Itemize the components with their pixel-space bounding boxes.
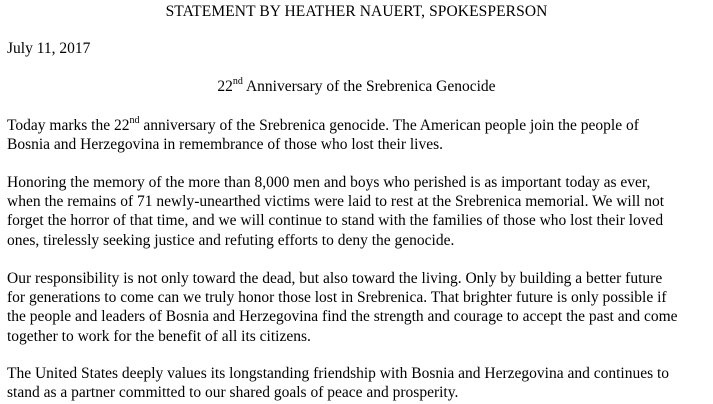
paragraph-3	[7, 269, 707, 346]
line-text-after: anniversary of the Srebrenica genocide. The American people join the people of	[139, 117, 639, 134]
paragraph-line: for generations to come can we truly honor those lost in Srebrenica. That brighter future is only possible if	[7, 289, 667, 307]
paragraph-line: Our responsibility is not only toward the dead, but also toward the living. Only by building a better future	[7, 270, 663, 287]
paragraph-line: The United States deeply values its longstanding friendship with Bosnia and Herzegovina and continues to	[7, 365, 670, 382]
paragraph-4	[7, 364, 707, 402]
paragraph-line	[7, 116, 707, 135]
subject-ordinal-suffix: nd	[232, 75, 243, 87]
paragraph-line: together to work for the benefit of all its citizens.	[7, 327, 311, 345]
subject-ordinal-number: 22	[217, 78, 233, 95]
paragraph-line: stand as a partner committed to our shared goals of peace and prosperity.	[7, 384, 459, 402]
document-header-title: STATEMENT BY HEATHER NAUERT, SPOKESPERSON	[165, 3, 548, 20]
ordinal-suffix: nd	[129, 114, 140, 126]
paragraph-line: the people and leaders of Bosnia and Herzegovina find the strength and courage to accept the past and come	[7, 308, 678, 326]
paragraph-2	[7, 173, 707, 250]
paragraph-line: ones, tirelessly seeking justice and refuting efforts to deny the genocide.	[7, 231, 455, 249]
subject-title-text: Anniversary of the Srebrenica Genocide	[242, 78, 496, 95]
paragraph-line: when the remains of 71 newly-unearthed victims were laid to rest at the Srebrenica memorial. We will not	[7, 193, 665, 211]
paragraph-1	[7, 116, 707, 154]
paragraph-line: Bosnia and Herzegovina in remembrance of those who lost their lives.	[7, 136, 444, 154]
paragraph-line: Honoring the memory of the more than 8,000 men and boys who perished is as important today as ever,	[7, 174, 651, 191]
statement-date: July 11, 2017	[7, 40, 91, 57]
line-text-before: Today marks the 22	[7, 117, 130, 134]
paragraph-line: forget the horror of that time, and we will continue to stand with the families of those who lost their loved	[7, 212, 664, 230]
statement-subject-title	[0, 75, 713, 96]
